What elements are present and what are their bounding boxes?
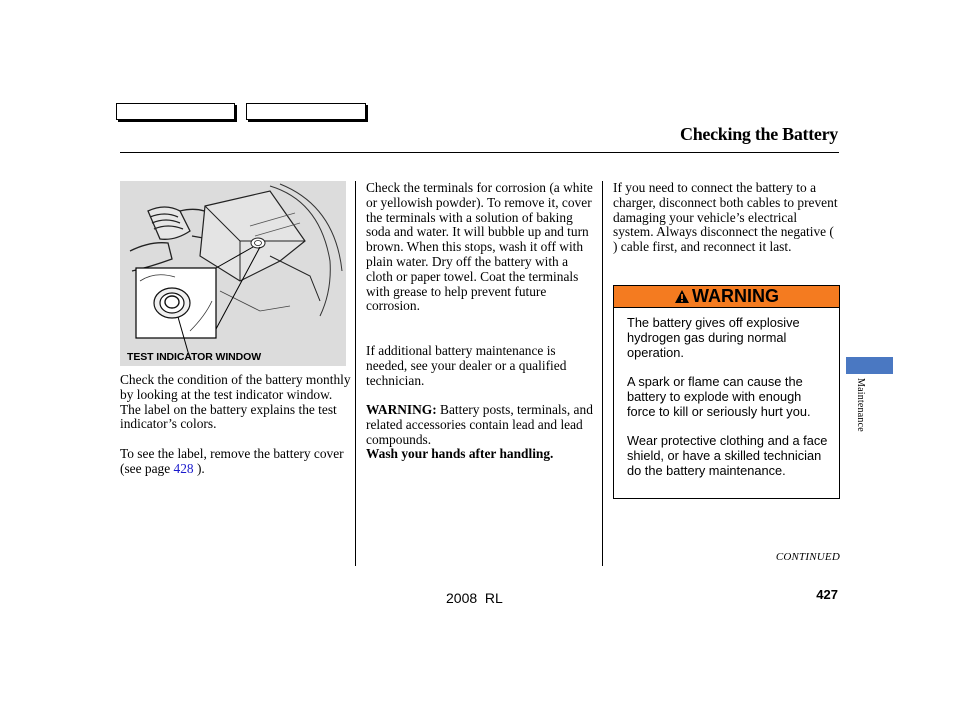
warning-text: A spark or flame can cause the battery to explode with enough force to kill or seriously hurt you. <box>627 374 811 419</box>
lead-warning-text: Battery posts, terminals, and related accessories contain lead and lead compounds. <box>366 402 593 447</box>
column-divider <box>602 181 603 566</box>
section-tab-label: Maintenance <box>855 378 866 432</box>
warning-triangle-icon <box>674 289 690 304</box>
footer-model: 2008 RL <box>446 590 503 606</box>
charger-paragraph: If you need to connect the battery to a charger, disconnect both cables to prevent damaging your vehicle’s electrical system. Always disconnect the negative ( ) cable first, and reconnect it last. <box>613 180 838 255</box>
battery-drawing <box>120 181 346 366</box>
section-tab[interactable] <box>846 357 893 374</box>
indicator-paragraph: Check the condition of the battery monthly by looking at the test indicator window. The label on the battery explains the test indicator’s colors. <box>120 372 351 432</box>
lead-warning-label: WARNING: <box>366 402 437 417</box>
corrosion-paragraph: Check the terminals for corrosion (a white or yellowish powder). To remove it, cover the terminals with a solution of baking soda and water. It will bubble up and turn brown. When this stops, wash it off with plain water. Dry off the battery with a cloth or paper towel. Coat the terminals with grease to help prevent future corrosion. <box>366 180 593 314</box>
battery-illustration <box>120 181 346 366</box>
label-paragraph-text: To see the label, remove the battery cover (see page <box>120 446 344 476</box>
maintenance-paragraph: If additional battery maintenance is needed, see your dealer or a qualified technician. <box>366 343 567 388</box>
warning-title: WARNING <box>692 286 779 306</box>
lead-warning-paragraph <box>366 403 596 462</box>
warning-header-content <box>674 287 779 306</box>
continued-label: CONTINUED <box>775 551 840 563</box>
label-paragraph-end: ). <box>193 460 205 476</box>
warning-header <box>614 286 839 308</box>
nav-button-main-menu[interactable] <box>116 103 235 120</box>
figure-caption: TEST INDICATOR WINDOW <box>127 351 262 363</box>
warning-text: The battery gives off explosive hydrogen gas during normal operation. <box>627 315 800 360</box>
column-divider <box>355 181 356 566</box>
page-link-428[interactable]: 428 <box>173 460 194 476</box>
page-title: Checking the Battery <box>680 124 838 144</box>
nav-button-index[interactable] <box>246 103 366 120</box>
title-divider <box>120 152 839 153</box>
label-paragraph <box>120 447 352 477</box>
warning-text: Wear protective clothing and a face shield, or have a skilled technician do the battery maintenance. <box>627 433 828 478</box>
wash-hands-text: Wash your hands after handling. <box>366 446 554 462</box>
page-number: 427 <box>816 587 838 602</box>
warning-box <box>613 285 840 499</box>
